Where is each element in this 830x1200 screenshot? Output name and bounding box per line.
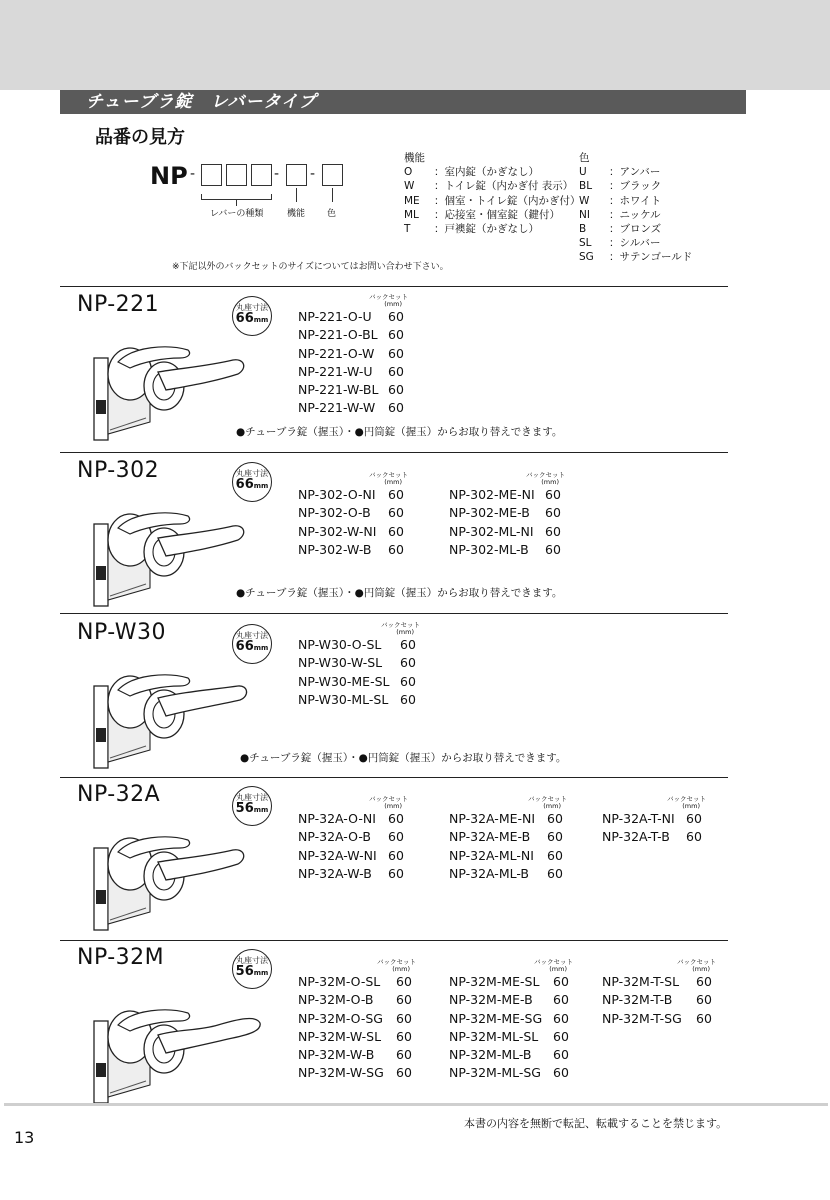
product-code: NP-32M-W-SG	[298, 1065, 384, 1081]
backset-header: バックセット (mm)	[534, 958, 573, 973]
backset-value: 60	[388, 847, 404, 863]
backset-value: 60	[553, 974, 569, 989]
product-row	[298, 541, 408, 559]
lever-handle-illustration	[88, 812, 268, 946]
product-row	[298, 1010, 416, 1028]
product-code-diagram	[150, 160, 360, 230]
backset-value: 60	[400, 691, 416, 707]
backset-value: 60	[545, 487, 561, 502]
product-code: NP-32A-O-NI	[298, 811, 376, 826]
product-row	[449, 865, 567, 883]
product-row	[298, 673, 420, 691]
backset-value: 60	[696, 1010, 712, 1026]
product-code: NP-221-W-BL	[298, 382, 379, 398]
product-code-column	[449, 959, 573, 1083]
replacement-note: ●チューブラ錠（握玉）・●円筒錠（握玉）からお取り替えできます。	[236, 426, 563, 438]
backset-value: 60	[553, 1047, 569, 1063]
backset-value: 60	[396, 1010, 412, 1026]
page-number: 13	[14, 1128, 35, 1147]
product-code: NP-32A-W-NI	[298, 847, 377, 863]
product-row	[449, 1046, 573, 1064]
backset-value: 60	[388, 400, 404, 416]
product-row	[298, 523, 408, 541]
product-code: NP-W30-ML-SL	[298, 691, 389, 707]
backset-value: 60	[553, 1028, 569, 1044]
product-code: NP-32M-ME-SL	[449, 974, 540, 989]
product-row	[298, 847, 408, 865]
backset-value: 60	[696, 992, 712, 1008]
product-row	[602, 991, 716, 1009]
color-legend-code: SL	[579, 237, 592, 250]
backset-value: 60	[388, 865, 404, 881]
product-code: NP-302-ML-B	[449, 541, 529, 557]
bracket-stem	[296, 188, 297, 202]
product-row	[449, 1028, 573, 1046]
product-code: NP-32M-O-B	[298, 992, 374, 1008]
product-code: NP-302-O-NI	[298, 487, 376, 502]
color-legend-row	[579, 208, 692, 222]
backset-value: 60	[545, 541, 561, 557]
backset-header: バックセット (mm)	[526, 471, 565, 486]
backset-value: 60	[388, 505, 404, 521]
product-row	[602, 1010, 716, 1028]
backset-value: 60	[388, 382, 404, 398]
product-row	[449, 1010, 573, 1028]
backset-header: バックセット (mm)	[528, 795, 567, 810]
color-legend	[579, 151, 692, 265]
product-code: NP-32A-T-NI	[602, 811, 675, 826]
backset-value: 60	[388, 829, 404, 845]
rosette-label: 丸座寸法	[236, 469, 268, 478]
code-dash: -	[190, 166, 196, 182]
color-legend-row	[579, 222, 692, 236]
backset-value: 60	[396, 1047, 412, 1063]
code-box	[286, 164, 307, 186]
function-legend-desc: ：戸襖錠（かぎなし）	[434, 223, 539, 236]
product-row	[602, 810, 706, 828]
rosette-size: 56mm	[235, 801, 269, 816]
code-box	[226, 164, 247, 186]
product-code: NP-32M-ME-B	[449, 992, 533, 1008]
product-row	[298, 636, 420, 654]
function-legend-desc: ：トイレ錠（内かぎ付 表示）	[434, 180, 574, 193]
backset-header: バックセット (mm)	[677, 958, 716, 973]
product-row	[449, 973, 573, 991]
product-row	[298, 308, 408, 326]
color-legend-title: 色	[579, 152, 590, 164]
color-legend-row	[579, 179, 692, 193]
code-dash: -	[310, 166, 316, 182]
function-legend-code: ML	[404, 208, 419, 221]
replacement-note: ●チューブラ錠（握玉）・●円筒錠（握玉）からお取り替えできます。	[236, 587, 563, 599]
product-row	[298, 1028, 416, 1046]
function-legend-desc: ：応接室・個室錠（鍵付）	[434, 208, 560, 221]
product-code: NP-302-W-NI	[298, 523, 377, 539]
backset-note: ※下記以外のバックセットのサイズについてはお問い合わせ下さい。	[172, 262, 449, 272]
function-legend-row	[404, 165, 580, 179]
product-code: NP-32M-O-SG	[298, 1010, 383, 1026]
rosette-size: 66mm	[235, 311, 269, 326]
product-code: NP-302-O-B	[298, 505, 371, 521]
lever-handle-illustration	[88, 985, 268, 1119]
backset-value: 60	[553, 1065, 569, 1081]
product-code: NP-32A-ME-B	[449, 829, 531, 845]
product-row	[449, 847, 567, 865]
color-legend-code: BL	[579, 180, 593, 193]
product-code: NP-32A-W-B	[298, 865, 372, 881]
product-code: NP-32M-ML-SG	[449, 1065, 541, 1081]
product-row	[298, 1064, 416, 1082]
product-code: NP-32M-T-SL	[602, 974, 680, 989]
backset-value: 60	[388, 345, 404, 361]
product-code: NP-302-W-B	[298, 541, 372, 557]
model-name: NP-32A	[77, 782, 161, 807]
product-row	[298, 691, 420, 709]
backset-value: 60	[686, 829, 702, 845]
color-legend-desc: ：シルバー	[609, 237, 661, 250]
function-legend-row	[404, 194, 580, 208]
product-code: NP-W30-ME-SL	[298, 673, 390, 689]
product-code-column	[602, 796, 706, 847]
product-code: NP-32A-ML-NI	[449, 847, 534, 863]
product-code: NP-32M-ME-SG	[449, 1010, 543, 1026]
product-row	[298, 381, 408, 399]
function-legend-row	[404, 179, 580, 193]
product-code: NP-221-O-U	[298, 309, 372, 324]
product-row	[449, 486, 565, 504]
function-legend-code: O	[404, 166, 413, 179]
backset-value: 60	[553, 992, 569, 1008]
backset-value: 60	[396, 1065, 412, 1081]
code-prefix: NP	[150, 162, 188, 190]
product-row	[298, 973, 416, 991]
product-row	[602, 973, 716, 991]
footer-rule	[4, 1103, 828, 1106]
product-code: NP-32M-ML-B	[449, 1047, 532, 1063]
model-name: NP-W30	[77, 620, 167, 645]
backset-value: 60	[388, 811, 404, 826]
product-row	[298, 399, 408, 417]
product-row	[298, 654, 420, 672]
color-legend-desc: ：ブラック	[609, 180, 662, 193]
rosette-label: 丸座寸法	[236, 793, 268, 802]
color-legend-desc: ：ホワイト	[609, 194, 662, 207]
backset-header: バックセット (mm)	[667, 795, 706, 810]
product-code: NP-32M-W-B	[298, 1047, 375, 1063]
color-legend-code: NI	[579, 208, 590, 221]
copyright-notice: 本書の内容を無断で転記、転載することを禁じます。	[464, 1117, 728, 1130]
product-code: NP-221-O-BL	[298, 327, 378, 343]
label-lever-type: レバーの種類	[210, 209, 264, 219]
product-code: NP-221-W-W	[298, 400, 376, 416]
rosette-label: 丸座寸法	[236, 956, 268, 965]
function-legend-title: 機能	[404, 152, 425, 164]
rosette-label: 丸座寸法	[236, 303, 268, 312]
code-box	[201, 164, 222, 186]
backset-value: 60	[396, 974, 412, 989]
backset-value: 60	[388, 523, 404, 539]
product-code: NP-32M-ML-SL	[449, 1028, 539, 1044]
backset-value: 60	[396, 1028, 412, 1044]
backset-value: 60	[547, 829, 563, 845]
product-row	[298, 363, 408, 381]
bracket-stem	[332, 188, 333, 202]
backset-value: 60	[400, 637, 416, 652]
backset-value: 60	[388, 541, 404, 557]
product-row	[449, 828, 567, 846]
product-code-column	[298, 294, 408, 418]
product-code-column	[298, 959, 416, 1083]
function-legend-row	[404, 208, 580, 222]
backset-value: 60	[553, 1010, 569, 1026]
divider	[60, 286, 728, 287]
function-legend-row	[404, 222, 580, 236]
backset-value: 60	[696, 974, 712, 989]
product-code: NP-W30-W-SL	[298, 655, 383, 671]
color-legend-code: U	[579, 166, 587, 179]
code-box	[322, 164, 343, 186]
backset-header: バックセット (mm)	[369, 293, 408, 308]
product-row	[298, 865, 408, 883]
function-legend-code: T	[404, 223, 411, 236]
product-code-column	[449, 796, 567, 883]
backset-header: バックセット (mm)	[381, 621, 420, 636]
function-legend-desc: ：室内錠（かぎなし）	[434, 166, 539, 179]
product-row	[602, 828, 706, 846]
product-row	[449, 504, 565, 522]
product-row	[298, 486, 408, 504]
product-row	[298, 828, 408, 846]
color-legend-row	[579, 250, 692, 264]
rosette-size: 66mm	[235, 477, 269, 492]
product-row	[449, 523, 565, 541]
model-name: NP-32M	[77, 945, 165, 970]
backset-value: 60	[388, 363, 404, 379]
rosette-label: 丸座寸法	[236, 631, 268, 640]
product-code: NP-302-ML-NI	[449, 523, 534, 539]
product-code: NP-302-ME-B	[449, 505, 530, 521]
color-legend-desc: ：アンバー	[609, 166, 661, 179]
lever-handle-illustration	[88, 488, 268, 622]
color-legend-code: SG	[579, 251, 594, 264]
rosette-size: 56mm	[235, 964, 269, 979]
backset-value: 60	[396, 992, 412, 1008]
function-legend-code: ME	[404, 194, 420, 207]
product-code: NP-32M-O-SL	[298, 974, 381, 989]
product-code: NP-32M-W-SL	[298, 1028, 382, 1044]
subtitle: 品番の見方	[95, 127, 185, 148]
product-code: NP-W30-O-SL	[298, 637, 382, 652]
product-code: NP-32A-ME-NI	[449, 811, 536, 826]
product-code: NP-221-O-W	[298, 345, 375, 361]
code-dash: -	[274, 166, 280, 182]
backset-header: バックセット (mm)	[377, 958, 416, 973]
function-legend	[404, 151, 580, 236]
code-box	[251, 164, 272, 186]
backset-value: 60	[686, 811, 702, 826]
rosette-size: 66mm	[235, 639, 269, 654]
product-code: NP-32A-O-B	[298, 829, 371, 845]
product-code: NP-32A-T-B	[602, 829, 670, 845]
replacement-note: ●チューブラ錠（握玉）・●円筒錠（握玉）からお取り替えできます。	[240, 752, 567, 764]
color-legend-code: W	[579, 194, 590, 207]
product-code-column	[602, 959, 716, 1028]
color-legend-desc: ：ニッケル	[609, 208, 661, 221]
product-row	[449, 810, 567, 828]
label-function: 機能	[287, 209, 306, 219]
backset-value: 60	[388, 327, 404, 343]
model-name: NP-221	[77, 292, 160, 317]
product-row	[298, 326, 408, 344]
top-band	[0, 0, 830, 90]
backset-value: 60	[547, 865, 563, 881]
color-legend-desc: ：ブロンズ	[609, 223, 662, 236]
label-color: 色	[327, 209, 337, 219]
product-row	[449, 1064, 573, 1082]
product-code: NP-221-W-U	[298, 363, 373, 379]
product-code: NP-32M-T-B	[602, 992, 673, 1008]
product-row	[449, 541, 565, 559]
product-row	[298, 991, 416, 1009]
backset-value: 60	[545, 505, 561, 521]
color-legend-desc: ：サテンゴールド	[609, 251, 693, 264]
product-code-column	[298, 472, 408, 559]
function-legend-desc: ：個室・トイレ錠（内かぎ付）	[434, 194, 581, 207]
backset-value: 60	[547, 811, 563, 826]
product-code: NP-302-ME-NI	[449, 487, 535, 502]
section-title: チューブラ錠 レバータイプ	[60, 90, 746, 114]
backset-header: バックセット (mm)	[369, 795, 408, 810]
color-legend-row	[579, 194, 692, 208]
backset-value: 60	[400, 673, 416, 689]
rosette-size-badge	[232, 949, 272, 989]
color-legend-row	[579, 165, 692, 179]
product-code: NP-32M-T-SG	[602, 1010, 682, 1026]
backset-value: 60	[547, 847, 563, 863]
backset-header: バックセット (mm)	[369, 471, 408, 486]
function-legend-code: W	[404, 180, 415, 193]
model-name: NP-302	[77, 458, 160, 483]
product-code: NP-32A-ML-B	[449, 865, 529, 881]
product-code-column	[298, 796, 408, 883]
product-row	[298, 1046, 416, 1064]
product-row	[298, 810, 408, 828]
backset-value: 60	[545, 523, 561, 539]
product-code-column	[449, 472, 565, 559]
product-row	[298, 504, 408, 522]
color-legend-row	[579, 236, 692, 250]
backset-value: 60	[388, 309, 404, 324]
color-legend-code: B	[579, 223, 587, 236]
backset-value: 60	[400, 655, 416, 671]
product-row	[298, 345, 408, 363]
product-code-column	[298, 622, 420, 709]
product-row	[449, 991, 573, 1009]
backset-value: 60	[388, 487, 404, 502]
